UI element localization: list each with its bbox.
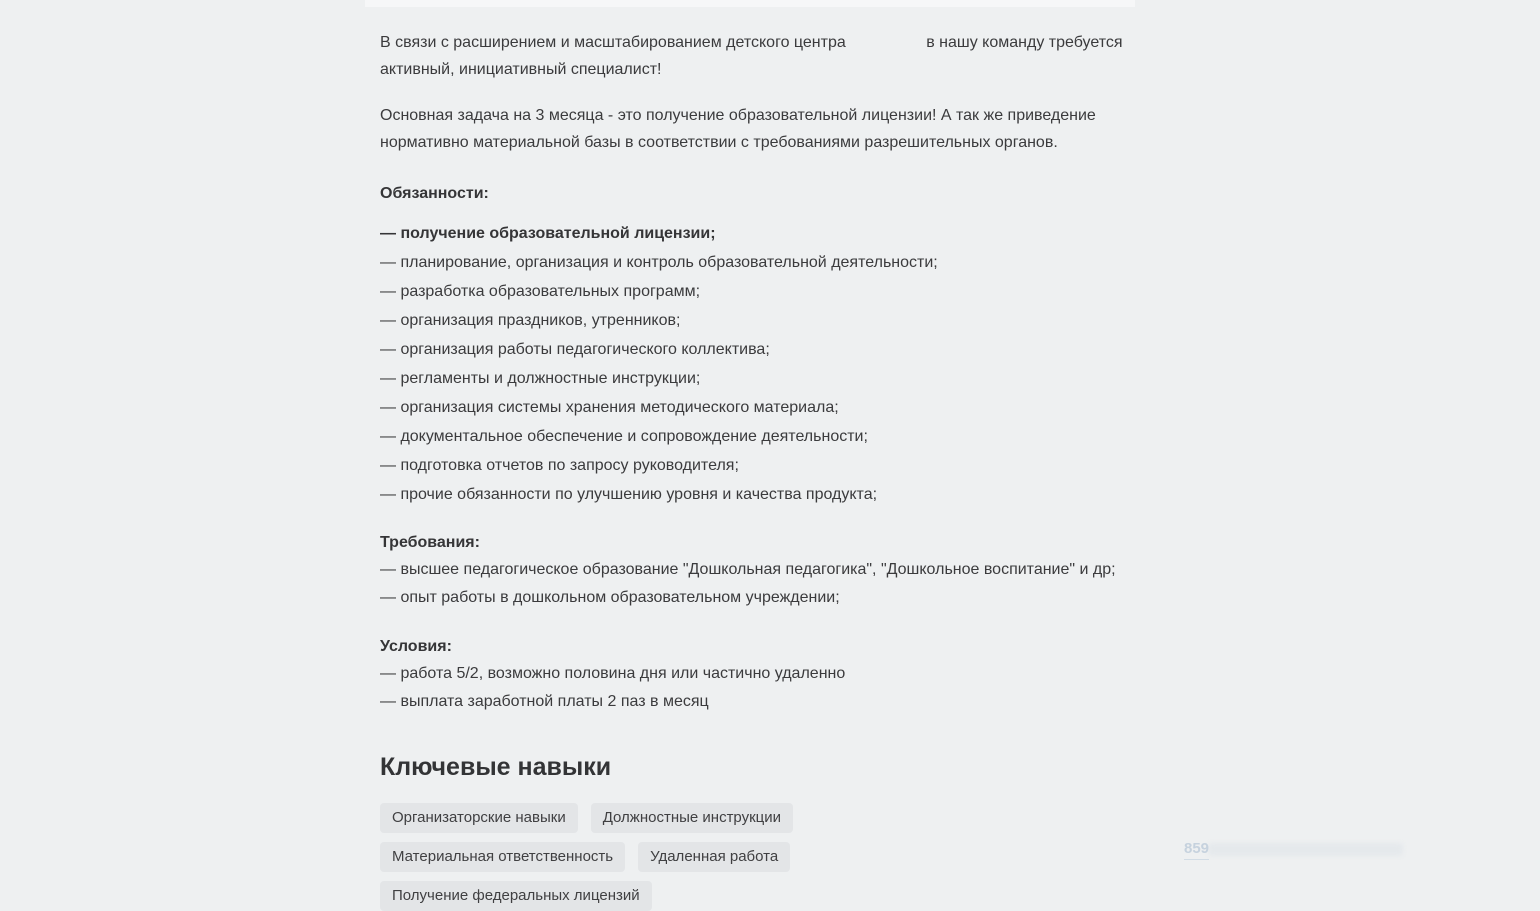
duties-heading: Обязанности: bbox=[380, 185, 489, 202]
duty-item: — прочие обязанности по улучшению уровня и качества продукта; bbox=[380, 486, 878, 503]
duty-item: — организация работы педагогического коллектива; bbox=[380, 341, 770, 358]
intro-text-before-company: В связи с расширением и масштабированием детского центра bbox=[380, 34, 846, 51]
duty-item: — планирование, организация и контроль образовательной деятельности; bbox=[380, 254, 938, 271]
skill-tag: Организаторские навыки bbox=[380, 803, 578, 833]
duty-item: — организация праздников, утренников; bbox=[380, 312, 681, 329]
condition-item: — работа 5/2, возможно половина дня или частично удаленно bbox=[380, 665, 846, 682]
vacancy-description bbox=[380, 0, 1128, 911]
duty-item: — разработка образовательных программ; bbox=[380, 283, 701, 300]
skill-tag: Удаленная работа bbox=[638, 842, 790, 872]
duty-item: — получение образовательной лицензии; bbox=[380, 225, 716, 242]
condition-item: — выплата заработной платы 2 паз в месяц bbox=[380, 693, 709, 710]
intro-paragraph bbox=[380, 29, 1128, 83]
requirement-item: — опыт работы в дошкольном образовательном учреждении; bbox=[380, 589, 840, 606]
hidden-company-name-gap bbox=[846, 46, 922, 47]
key-skills-tags bbox=[380, 803, 1040, 911]
requirement-item: — высшее педагогическое образование "Дошкольная педагогика", "Дошкольное воспитание" и др; bbox=[380, 561, 1116, 578]
duty-item: — организация системы хранения методического материала; bbox=[380, 399, 839, 416]
duty-item: — документальное обеспечение и сопровождение деятельности; bbox=[380, 428, 868, 445]
intro-text-after-company: в нашу команду требуется активный, инициативный специалист! bbox=[380, 34, 1123, 78]
requirements-heading: Требования: bbox=[380, 534, 480, 551]
key-skills-heading: Ключевые навыки bbox=[380, 753, 612, 781]
watermark-link[interactable]: 859 bbox=[1184, 839, 1209, 860]
skill-tag: Получение федеральных лицензий bbox=[380, 881, 652, 911]
duty-item: — регламенты и должностные инструкции; bbox=[380, 370, 701, 387]
watermark-blur-streak bbox=[1208, 843, 1403, 856]
duty-item: — подготовка отчетов по запросу руководителя; bbox=[380, 457, 739, 474]
conditions-heading: Условия: bbox=[380, 638, 452, 655]
task-paragraph: Основная задача на 3 месяца - это получение образовательной лицензии! А так же приведение нормативно материальной базы в соответствии с требованиями разрешительных органов. bbox=[380, 107, 1096, 151]
skill-tag: Материальная ответственность bbox=[380, 842, 625, 872]
skill-tag: Должностные инструкции bbox=[591, 803, 793, 833]
